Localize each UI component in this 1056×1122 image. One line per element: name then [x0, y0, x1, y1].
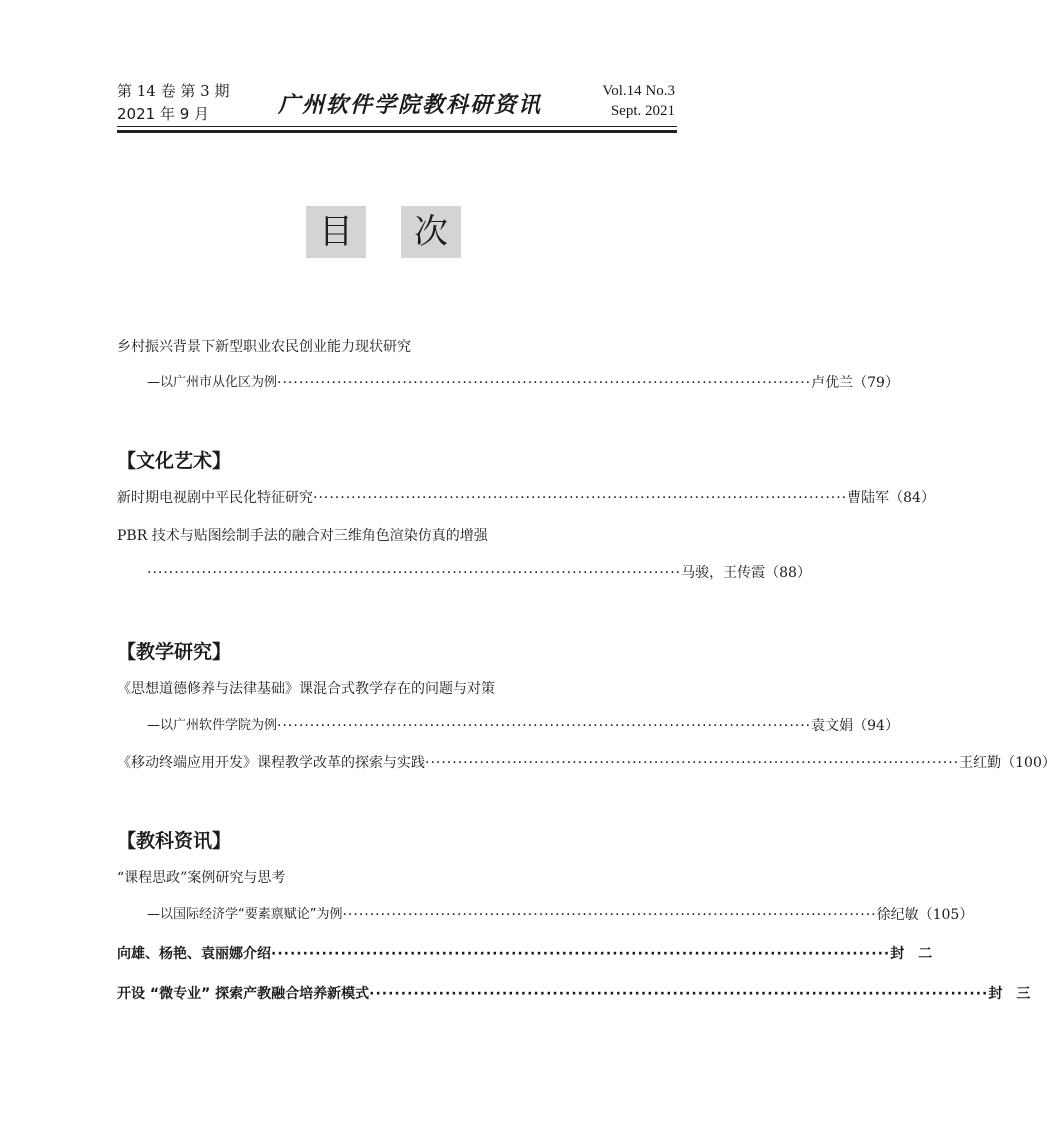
entry-author-page: 马骏，王传霞（88） [681, 565, 811, 581]
volume-issue-en: Vol.14 No.3 [602, 83, 675, 99]
entry-page: 封 二 [890, 946, 933, 962]
toc-entry-line[interactable] [147, 373, 899, 393]
entry-title: 开设 “微专业” 探索产教融合培养新模式 [117, 986, 370, 1002]
entry-title: “课程思政”案例研究与思考 [117, 870, 286, 886]
toc-entry-title[interactable] [117, 526, 680, 546]
volume-issue-cn: 第 14 卷 第 3 期 [117, 82, 230, 100]
toc-entry-line[interactable] [147, 716, 899, 736]
entry-author-page: 王红勤（100） [959, 755, 1056, 771]
date-cn: 2021 年 9 月 [117, 105, 210, 123]
journal-title: 广州软件学院教科研资讯 [278, 93, 543, 118]
toc-entry-title[interactable] [117, 337, 680, 357]
contents-title-char-1: 目 [306, 206, 366, 258]
entry-title: 《移动终端应用开发》课程教学改革的探索与实践 [117, 755, 425, 771]
header-rule-thick [117, 130, 677, 133]
leader-dots: ·································································································· [271, 946, 891, 962]
entry-subtitle: —以广州软件学院为例 [147, 718, 278, 733]
date-en: Sept. 2021 [610, 103, 675, 119]
toc-entry-title[interactable] [117, 868, 680, 888]
entry-page: 封 三 [988, 986, 1031, 1002]
entry-author-page: 曹陆军（84） [847, 490, 935, 506]
leader-dots: ·································································································· [313, 490, 848, 506]
leader-dots: ·································································································· [342, 907, 877, 923]
entry-title: 《思想道德修养与法律基础》课混合式教学存在的问题与对策 [117, 681, 495, 697]
entry-title: 向雄、杨艳、袁丽娜介绍 [117, 946, 271, 962]
toc-entry-title[interactable] [117, 679, 680, 699]
entry-title: 乡村振兴背景下新型职业农民创业能力现状研究 [117, 339, 411, 355]
header-rule-thin [117, 126, 677, 127]
contents-title-char-2: 次 [401, 206, 461, 258]
section-heading-education-news: 【教科资讯】 [117, 830, 232, 852]
toc-entry-line[interactable] [117, 984, 1031, 1004]
toc-entry-line[interactable] [117, 944, 933, 964]
leader-dots: ·································································································· [425, 755, 960, 771]
entry-author-page: 徐纪敏（105） [876, 907, 974, 923]
toc-entry-line[interactable] [117, 753, 1056, 773]
section-heading-culture-art: 【文化艺术】 [117, 450, 232, 472]
leader-dots: ·································································································· [147, 565, 682, 581]
entry-subtitle: —以广州市从化区为例 [147, 375, 278, 390]
entry-author-page: 袁文娟（94） [811, 718, 899, 734]
toc-entry-line[interactable] [117, 488, 935, 508]
section-heading-teaching-research: 【教学研究】 [117, 641, 232, 663]
entry-author-page: 卢优兰（79） [811, 375, 899, 391]
leader-dots: ·································································································· [277, 375, 812, 391]
entry-title: PBR 技术与贴图绘制手法的融合对三维角色渲染仿真的增强 [117, 528, 488, 544]
toc-entry-line[interactable] [147, 563, 811, 583]
leader-dots: ·································································································· [369, 986, 989, 1002]
entry-title: 新时期电视剧中平民化特征研究 [117, 490, 313, 506]
entry-subtitle: —以国际经济学“要素禀赋论”为例 [147, 907, 343, 922]
toc-entry-line[interactable] [147, 905, 974, 925]
leader-dots: ·································································································· [277, 718, 812, 734]
